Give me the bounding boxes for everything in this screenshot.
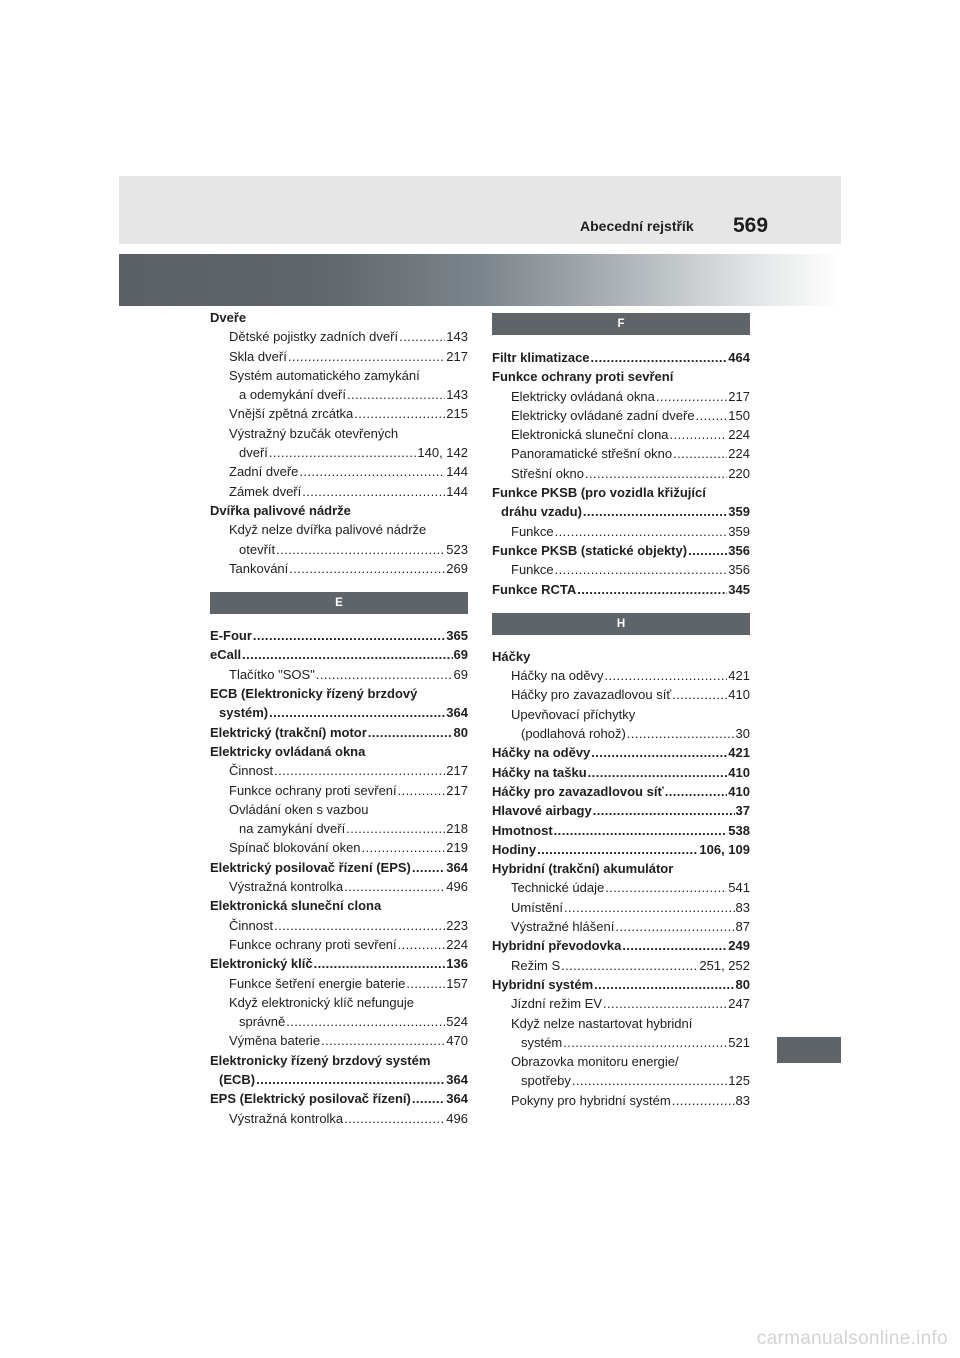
leader-dots (564, 898, 735, 917)
entry-page-ref[interactable]: 106, 109 (699, 841, 750, 857)
leader-dots (665, 782, 728, 801)
entry-term: Hybridní převodovka (492, 938, 622, 954)
index-entry (492, 878, 750, 897)
leader-dots (673, 444, 727, 463)
entry-term: Ovládání oken s vazbou (229, 801, 369, 817)
entry-term: Elektronická sluneční clona (511, 427, 669, 443)
index-column-left (210, 308, 468, 1128)
entry-page-ref[interactable]: 269 (446, 560, 468, 576)
entry-page-ref[interactable]: 356 (728, 562, 750, 578)
entry-page-ref[interactable]: 219 (446, 840, 468, 856)
entry-page-ref[interactable]: 223 (446, 917, 468, 933)
entry-term: Elektronická sluneční clona (210, 898, 382, 914)
entry-term: Elektronický klíč (210, 956, 313, 972)
entry-term: Hybridní (trakční) akumulátor (492, 861, 674, 877)
index-entry (210, 1109, 468, 1128)
leader-dots (398, 935, 446, 954)
index-entry (210, 761, 468, 780)
index-entry (210, 308, 468, 327)
entry-term: Elektricky ovládané zadní dveře (511, 407, 695, 423)
thumb-index-tab (777, 1037, 841, 1063)
entry-page-ref[interactable]: 125 (728, 1073, 750, 1089)
leader-dots (594, 975, 734, 994)
index-entry (210, 781, 468, 800)
index-entry (492, 1071, 750, 1090)
entry-page-ref[interactable]: 80 (453, 724, 468, 740)
index-entry (492, 763, 750, 782)
leader-dots (412, 1089, 445, 1108)
index-entry (210, 424, 468, 443)
leader-dots (347, 385, 445, 404)
index-entry (492, 406, 750, 425)
section-header: H (492, 613, 750, 635)
entry-term: Funkce PKSB (pro vozidla křižující (492, 485, 706, 501)
entry-term: Dveře (210, 310, 247, 325)
entry-page-ref[interactable]: 80 (735, 976, 750, 992)
entry-term: Když nelze dvířka palivové nádrže (229, 522, 427, 538)
entry-term: správně (239, 1014, 286, 1030)
entry-page-ref[interactable]: 224 (728, 427, 750, 443)
index-entry (492, 724, 750, 743)
entry-page-ref[interactable]: 144 (446, 464, 468, 480)
leader-dots (603, 994, 727, 1013)
leader-dots (554, 821, 728, 840)
leader-dots (256, 1070, 445, 1089)
index-entry (492, 367, 750, 386)
entry-term: Tlačítko "SOS" (229, 666, 315, 682)
leader-dots (672, 685, 727, 704)
entry-page-ref[interactable]: 218 (446, 821, 468, 837)
entry-page-ref[interactable]: 217 (446, 348, 468, 364)
entry-term: Činnost (229, 763, 274, 779)
index-entry (210, 540, 468, 559)
entry-page-ref[interactable]: 365 (446, 628, 468, 644)
entry-term: Háčky pro zavazadlovou síť (511, 687, 672, 703)
index-entry (492, 425, 750, 444)
entry-term: Funkce šetření energie baterie (229, 975, 406, 991)
entry-term: otevřít (239, 541, 276, 557)
entry-term: Když nelze nastartovat hybridní (511, 1015, 693, 1031)
index-entry (492, 647, 750, 666)
entry-page-ref[interactable]: 215 (446, 406, 468, 422)
index-entry (210, 385, 468, 404)
entry-page-ref[interactable]: 143 (446, 387, 468, 403)
leader-dots (593, 801, 735, 820)
entry-page-ref[interactable]: 538 (728, 822, 750, 838)
leader-dots (321, 1031, 445, 1050)
index-entry (492, 975, 750, 994)
entry-term: Filtr klimatizace (492, 350, 590, 365)
entry-term: spotřeby (521, 1073, 571, 1089)
entry-term: Elektricky ovládaná okna (511, 388, 655, 404)
entry-term: Elektrický posilovač řízení (EPS) (210, 859, 411, 875)
index-entry (210, 482, 468, 501)
entry-term: Háčky na tašku (492, 764, 587, 780)
leader-dots (316, 665, 453, 684)
entry-term: Výstražná kontrolka (229, 879, 344, 895)
index-entry (210, 838, 468, 857)
leader-dots (289, 559, 445, 578)
section-header: E (210, 592, 468, 614)
index-entry (210, 665, 468, 684)
entry-term: systém) (219, 705, 269, 721)
leader-dots (406, 974, 445, 993)
entry-page-ref[interactable]: 37 (735, 803, 750, 819)
index-entry (492, 666, 750, 685)
index-entry (210, 703, 468, 722)
entry-term: na zamykání dveří (239, 821, 346, 837)
leader-dots (555, 522, 728, 541)
leader-dots (615, 917, 734, 936)
leader-dots (344, 877, 445, 896)
entry-page-ref[interactable]: 523 (446, 541, 468, 557)
leader-dots (274, 916, 445, 935)
entry-page-ref[interactable]: 217 (446, 782, 468, 798)
entry-term: Režim S (511, 957, 561, 973)
leader-dots (696, 406, 728, 425)
entry-page-ref[interactable]: 224 (728, 446, 750, 462)
index-entry (210, 877, 468, 896)
index-entry (210, 1031, 468, 1050)
entry-term: Technické údaje (511, 880, 605, 896)
entry-term: Výstražná kontrolka (229, 1110, 344, 1126)
index-entry (492, 348, 750, 367)
section-header: F (492, 313, 750, 335)
entry-page-ref[interactable]: 251, 252 (699, 957, 750, 973)
index-entry (210, 742, 468, 761)
entry-page-ref[interactable]: 359 (728, 504, 750, 520)
entry-term: Hmotnost (492, 822, 553, 838)
index-entry (210, 626, 468, 645)
entry-page-ref[interactable]: 356 (728, 542, 750, 558)
entry-page-ref[interactable]: 157 (446, 975, 468, 991)
index-entry (210, 800, 468, 819)
entry-page-ref[interactable]: 364 (446, 705, 468, 721)
index-entry (210, 896, 468, 915)
header-gradient-band (119, 254, 841, 306)
leader-dots (622, 936, 727, 955)
entry-term: ECB (Elektronicky řízený brzdový (210, 686, 418, 702)
entry-page-ref[interactable]: 87 (735, 919, 750, 935)
leader-dots (253, 626, 445, 645)
entry-term: Elektricky ovládaná okna (210, 743, 366, 759)
entry-page-ref[interactable]: 464 (728, 350, 750, 365)
index-entry (210, 935, 468, 954)
index-entry (492, 387, 750, 406)
index-entry (210, 1070, 468, 1089)
index-entry (492, 464, 750, 483)
entry-term: Výstražné hlášení (511, 919, 615, 935)
leader-dots (588, 763, 728, 782)
leader-dots (688, 541, 727, 560)
entry-term: Umístění (511, 899, 564, 915)
entry-page-ref[interactable]: 364 (446, 1071, 468, 1087)
entry-term: Elektrický (trakční) motor (210, 724, 367, 740)
index-entry (210, 347, 468, 366)
entry-term: eCall (210, 647, 242, 663)
entry-page-ref[interactable]: 150 (728, 407, 750, 423)
leader-dots (591, 348, 728, 367)
leader-dots (288, 347, 445, 366)
leader-dots (563, 1033, 727, 1052)
entry-page-ref[interactable]: 496 (446, 879, 468, 895)
index-entry (210, 501, 468, 520)
index-entry (210, 366, 468, 385)
index-entry (210, 462, 468, 481)
entry-page-ref[interactable]: 410 (728, 687, 750, 703)
index-entry (210, 1051, 468, 1070)
entry-term: Hodiny (492, 841, 537, 857)
entry-term: Elektronicky řízený brzdový systém (210, 1052, 431, 1068)
leader-dots (627, 724, 735, 743)
leader-dots (344, 1109, 445, 1128)
index-entry (492, 936, 750, 955)
index-entry (210, 819, 468, 838)
index-entry (492, 522, 750, 541)
entry-term: Vnější zpětná zrcátka (229, 406, 354, 422)
index-entry (210, 684, 468, 703)
leader-dots (362, 838, 446, 857)
entry-term: systém (521, 1034, 563, 1050)
leader-dots (354, 404, 445, 423)
index-entry (492, 580, 750, 599)
index-entry (492, 705, 750, 724)
leader-dots (399, 327, 445, 346)
leader-dots (572, 1071, 727, 1090)
entry-term: Hlavové airbagy (492, 803, 592, 819)
leader-dots (269, 703, 445, 722)
leader-dots (299, 462, 445, 481)
entry-page-ref[interactable]: 217 (728, 388, 750, 404)
entry-term: Když elektronický klíč nefunguje (229, 994, 414, 1010)
entry-term: Háčky pro zavazadlovou síť (492, 783, 664, 799)
entry-term: (ECB) (219, 1071, 256, 1087)
entry-page-ref[interactable]: 83 (735, 1092, 750, 1108)
entry-page-ref[interactable]: 524 (446, 1014, 468, 1030)
index-entry (492, 801, 750, 820)
entry-term: Funkce ochrany proti sevření (229, 782, 397, 798)
entry-term: Hybridní systém (492, 976, 594, 992)
index-entry (492, 502, 750, 521)
entry-term: Výměna baterie (229, 1033, 321, 1049)
leader-dots (368, 723, 453, 742)
index-entry (492, 685, 750, 704)
index-entry (210, 1012, 468, 1031)
index-entry (492, 1014, 750, 1033)
entry-term: Střešní okno (511, 465, 584, 481)
leader-dots (605, 878, 727, 897)
index-entry (492, 821, 750, 840)
leader-dots (670, 425, 728, 444)
leader-dots (412, 858, 445, 877)
watermark: carmanualsonline.info (756, 1328, 948, 1349)
entry-page-ref[interactable]: 421 (728, 668, 750, 684)
leader-dots (398, 781, 446, 800)
entry-term: Háčky na oděvy (492, 745, 591, 761)
entry-term: Funkce ochrany proti sevření (492, 369, 674, 385)
index-entry (210, 858, 468, 877)
index-entry (492, 994, 750, 1013)
index-entry (210, 954, 468, 973)
entry-term: EPS (Elektrický posilovač řízení) (210, 1091, 411, 1107)
entry-term: Spínač blokování oken (229, 840, 361, 856)
entry-page-ref[interactable]: 83 (735, 899, 750, 915)
entry-page-ref[interactable]: 496 (446, 1110, 468, 1126)
index-entry (210, 993, 468, 1012)
leader-dots (302, 482, 445, 501)
entry-page-ref[interactable]: 364 (446, 1091, 468, 1107)
leader-dots (656, 387, 727, 406)
entry-term: a odemykání dveří (239, 387, 346, 403)
index-entry (492, 956, 750, 975)
entry-term: dveří (239, 445, 268, 461)
leader-dots (269, 443, 416, 462)
entry-page-ref[interactable]: 217 (446, 763, 468, 779)
index-entry (492, 898, 750, 917)
leader-dots (605, 666, 728, 685)
entry-page-ref[interactable]: 410 (728, 783, 750, 799)
entry-term: Funkce (511, 523, 554, 539)
leader-dots (577, 580, 727, 599)
entry-term: Pokyny pro hybridní systém (511, 1092, 671, 1108)
entry-term: Skla dveří (229, 348, 287, 364)
index-entry (492, 560, 750, 579)
entry-term: Tankování (229, 560, 289, 576)
leader-dots (242, 645, 452, 664)
entry-page-ref[interactable]: 143 (446, 329, 468, 345)
index-column-right (492, 308, 750, 1110)
leader-dots (274, 761, 445, 780)
entry-page-ref[interactable]: 220 (728, 465, 750, 481)
index-entry (492, 444, 750, 463)
entry-term: Systém automatického zamykání (229, 367, 420, 383)
leader-dots (672, 1091, 735, 1110)
entry-page-ref[interactable]: 359 (728, 523, 750, 539)
entry-term: Upevňovací příchytky (511, 706, 636, 722)
entry-page-ref[interactable]: 345 (728, 581, 750, 597)
index-entry (210, 443, 468, 462)
index-entry (210, 723, 468, 742)
index-entry (492, 541, 750, 560)
index-entry (492, 782, 750, 801)
entry-page-ref[interactable]: 247 (728, 996, 750, 1012)
entry-page-ref[interactable]: 140, 142 (417, 445, 468, 461)
entry-term: (podlahová rohož) (521, 726, 626, 742)
index-entry (492, 840, 750, 859)
leader-dots (286, 1012, 445, 1031)
entry-page-ref[interactable]: 224 (446, 936, 468, 952)
entry-term: Funkce (511, 562, 554, 578)
leader-dots (555, 560, 728, 579)
leader-dots (537, 840, 698, 859)
index-entry (210, 974, 468, 993)
entry-page-ref[interactable]: 541 (728, 880, 750, 896)
index-entry (492, 743, 750, 762)
index-entry (492, 1091, 750, 1110)
entry-term: E-Four (210, 628, 252, 644)
index-entry (210, 520, 468, 539)
index-entry (492, 1052, 750, 1071)
page-number: 569 (733, 214, 769, 237)
index-entry (492, 1033, 750, 1052)
index-entry (210, 404, 468, 423)
entry-term: Zadní dveře (229, 464, 299, 480)
index-entry (210, 645, 468, 664)
leader-dots (276, 540, 445, 559)
index-entry (492, 859, 750, 878)
entry-term: Dvířka palivové nádrže (210, 502, 351, 518)
entry-term: Výstražný bzučák otevřených (229, 425, 399, 441)
entry-page-ref[interactable]: 410 (728, 764, 750, 780)
entry-page-ref[interactable]: 521 (728, 1034, 750, 1050)
entry-page-ref[interactable]: 69 (453, 666, 468, 682)
entry-term: Háčky (492, 648, 531, 664)
entry-term: Funkce PKSB (statické objekty) (492, 542, 688, 558)
entry-term: Činnost (229, 917, 274, 933)
page-title: Abecední rejstřík (580, 218, 694, 234)
entry-term: Háčky na oděvy (511, 668, 604, 684)
entry-page-ref[interactable]: 144 (446, 483, 468, 499)
entry-term: Funkce RCTA (492, 581, 577, 597)
entry-page-ref[interactable]: 136 (446, 956, 468, 972)
index-entry (492, 917, 750, 936)
leader-dots (591, 743, 727, 762)
entry-term: Panoramatické střešní okno (511, 446, 673, 462)
entry-page-ref[interactable]: 69 (453, 647, 468, 663)
entry-page-ref[interactable]: 30 (735, 726, 750, 742)
index-entry (210, 916, 468, 935)
leader-dots (583, 502, 727, 521)
index-entry (210, 1089, 468, 1108)
entry-term: Funkce ochrany proti sevření (229, 936, 397, 952)
index-entry (210, 327, 468, 346)
entry-term: Zámek dveří (229, 483, 302, 499)
entry-term: Obrazovka monitoru energie/ (511, 1054, 679, 1070)
leader-dots (585, 464, 727, 483)
entry-page-ref[interactable]: 470 (446, 1033, 468, 1049)
entry-page-ref[interactable]: 364 (446, 859, 468, 875)
index-entry (210, 559, 468, 578)
entry-page-ref[interactable]: 249 (728, 938, 750, 954)
entry-term: Jízdní režim EV (511, 996, 603, 1012)
leader-dots (561, 956, 698, 975)
entry-page-ref[interactable]: 421 (728, 745, 750, 761)
index-entry (492, 483, 750, 502)
entry-term: Dětské pojistky zadních dveří (229, 329, 399, 345)
leader-dots (314, 954, 446, 973)
entry-term: dráhu vzadu) (501, 504, 582, 520)
leader-dots (346, 819, 445, 838)
